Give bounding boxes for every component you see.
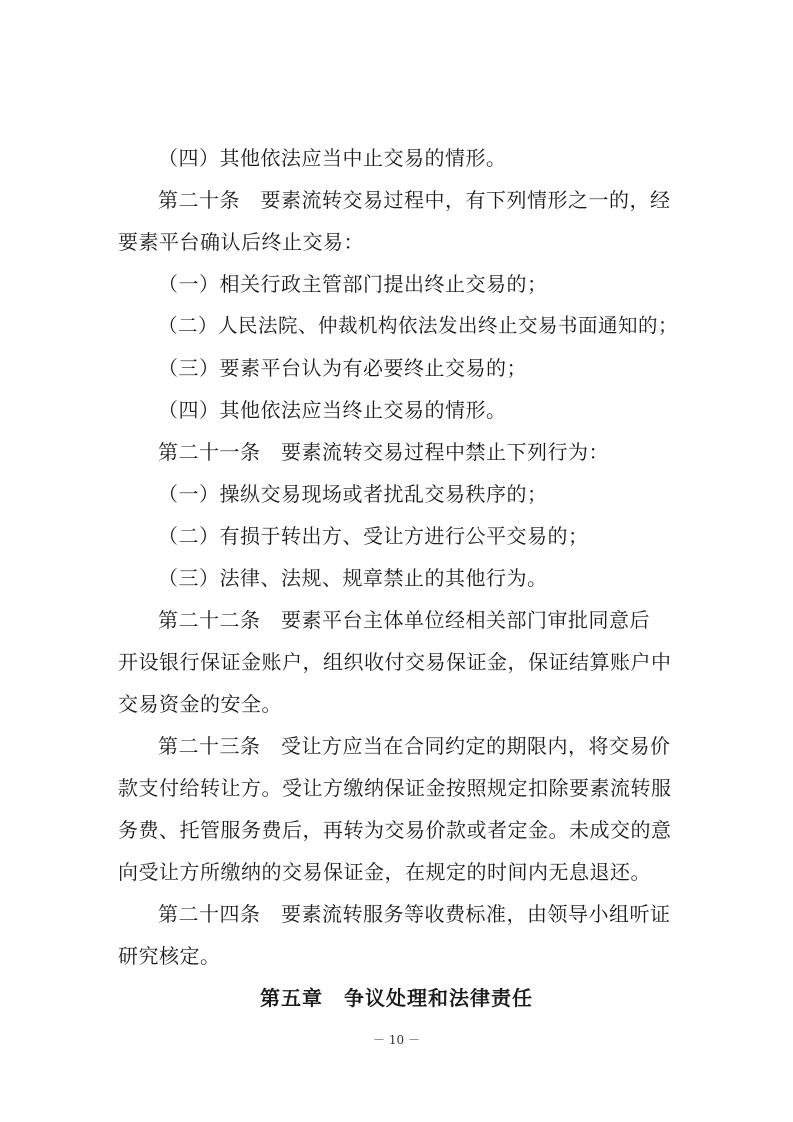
article-23-line-1: 第二十三条 受让方应当在合同约定的期限内，将交易价: [158, 734, 671, 758]
article-23-line-2: 款支付给转让方。受让方缴纳保证金按照规定扣除要素流转服: [118, 776, 672, 800]
page-number: － 10 －: [373, 1033, 420, 1047]
article-24-line-2: 研究核定。: [118, 944, 221, 968]
article-20-line-1: 第二十条 要素流转交易过程中，有下列情形之一的，经: [158, 188, 671, 212]
article-21-clause-2: （二）有损于转出方、受让方进行公平交易的；: [158, 524, 589, 548]
article-22-line-2: 开设银行保证金账户，组织收付交易保证金，保证结算账户中: [118, 650, 672, 674]
article-20-clause-3: （三）要素平台认为有必要终止交易的；: [158, 356, 527, 380]
article-20-clause-2: （二）人民法院、仲裁机构依法发出终止交易书面通知的；: [158, 314, 679, 337]
article-22-line-3: 交易资金的安全。: [118, 692, 282, 716]
article-21-clause-3: （三）法律、法规、规章禁止的其他行为。: [158, 566, 548, 590]
article-24-line-1: 第二十四条 要素流转服务等收费标准，由领导小组听证: [158, 902, 671, 926]
article-20-clause-4: （四）其他依法应当终止交易的情形。: [158, 398, 507, 422]
article-21-line-1: 第二十一条 要素流转交易过程中禁止下列行为：: [158, 440, 609, 464]
article-23-line-3: 务费、托管服务费后，再转为交易价款或者定金。未成交的意: [118, 818, 672, 842]
article-22-line-1: 第二十二条 要素平台主体单位经相关部门审批同意后: [158, 608, 650, 632]
clause-4-suspend: （四）其他依法应当中止交易的情形。: [158, 146, 507, 170]
article-20-line-2: 要素平台确认后终止交易：: [118, 230, 364, 254]
article-21-clause-1: （一）操纵交易现场或者扰乱交易秩序的；: [158, 482, 548, 506]
chapter-heading: 第五章 争议处理和法律责任: [260, 986, 533, 1010]
article-20-clause-1: （一）相关行政主管部门提出终止交易的；: [158, 272, 548, 296]
article-23-line-4: 向受让方所缴纳的交易保证金，在规定的时间内无息退还。: [118, 860, 651, 884]
